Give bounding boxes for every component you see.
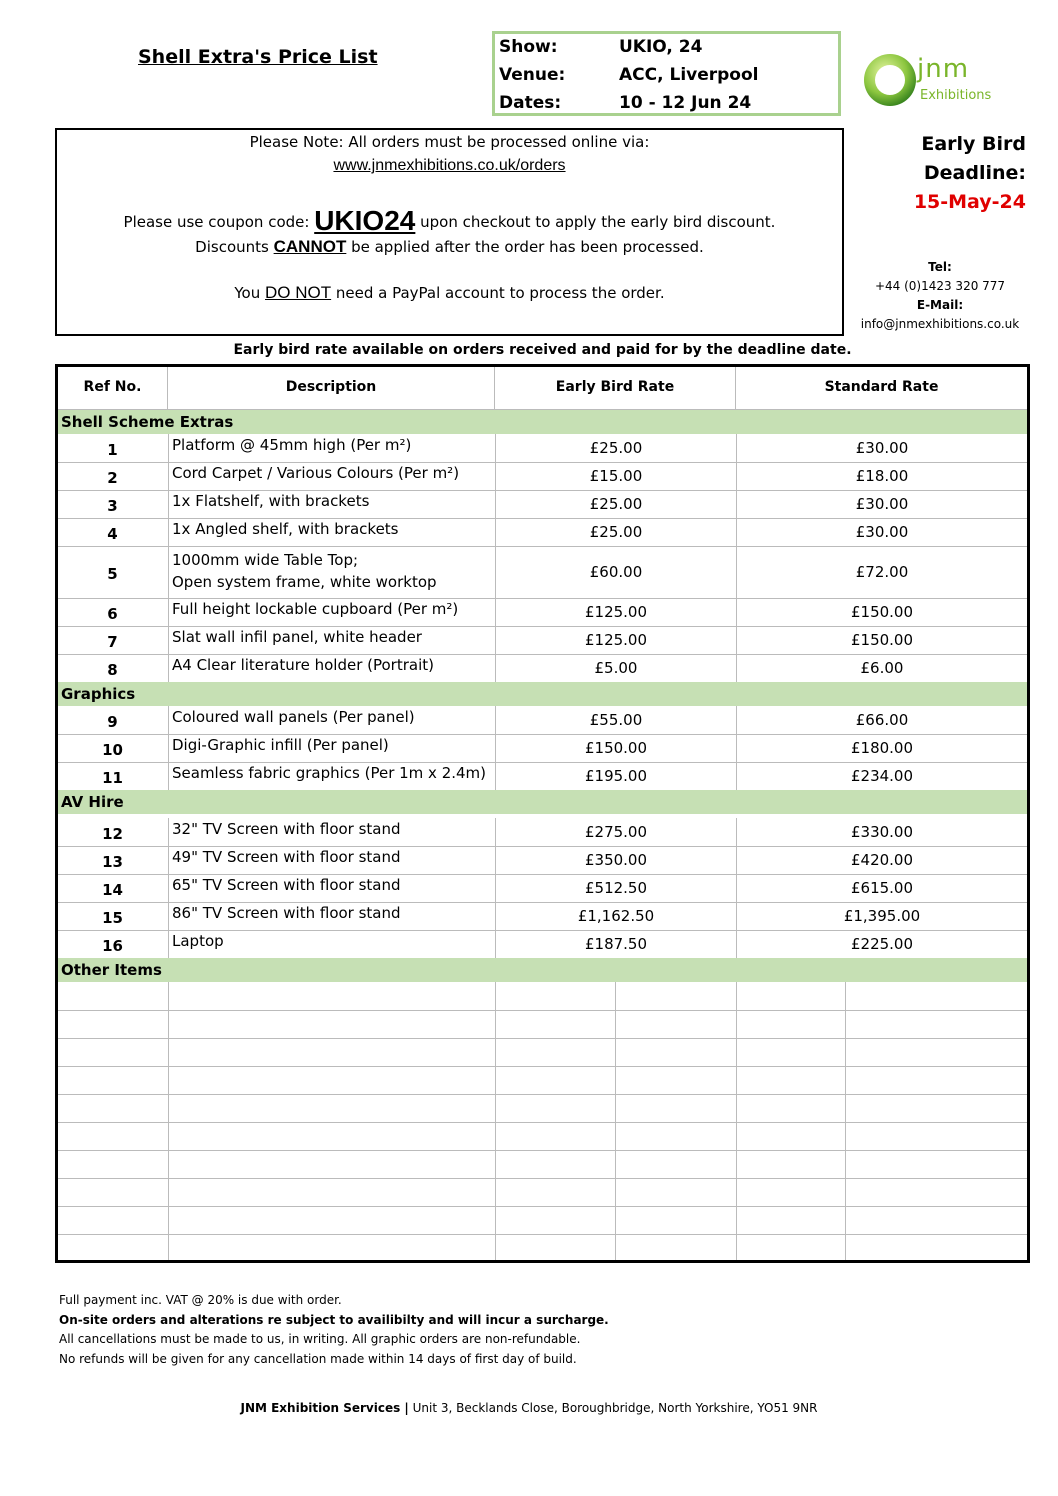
standard-price: £30.00 — [736, 518, 1027, 546]
early-bird-price: £60.00 — [495, 546, 736, 598]
terms-line: Full payment inc. VAT @ 20% is due with order. — [59, 1293, 342, 1307]
contact-info — [850, 258, 1030, 334]
empty-row — [58, 1066, 1027, 1095]
coupon-line — [57, 205, 842, 237]
section-header-graphics: Graphics — [58, 682, 1027, 706]
empty-row — [58, 1206, 1027, 1235]
table-row — [58, 546, 1027, 599]
email-label: E-Mail: — [916, 298, 964, 312]
page-title: Shell Extra's Price List — [138, 46, 378, 68]
ref-cell: 3 — [107, 497, 118, 515]
coupon-post: upon checkout to apply the early bird discount. — [415, 213, 776, 231]
paypal-donot: DO NOT — [265, 283, 332, 302]
venue-value: ACC, Liverpool — [619, 65, 759, 85]
early-bird-price: £195.00 — [495, 762, 736, 790]
email-address[interactable]: info@jnmexhibitions.co.uk — [860, 317, 1020, 331]
ref-cell: 5 — [107, 565, 118, 583]
description-text: 1x Flatshelf, with brackets — [172, 492, 370, 510]
discount-line — [57, 237, 842, 257]
ref-cell: 6 — [107, 605, 118, 623]
ref-cell: 14 — [102, 881, 123, 899]
early-bird-price: £512.50 — [495, 874, 736, 902]
table-row — [58, 490, 1027, 519]
description-text: 1x Angled shelf, with brackets — [172, 520, 399, 538]
ref-cell: 15 — [102, 909, 123, 927]
dates-label: Dates: — [499, 93, 562, 113]
ref-cell: 10 — [102, 741, 123, 759]
standard-price: £30.00 — [736, 434, 1027, 462]
early-bird-price: £15.00 — [495, 462, 736, 490]
empty-row — [58, 1122, 1027, 1151]
table-row — [58, 518, 1027, 547]
description-cell — [168, 626, 495, 654]
order-url-link[interactable]: www.jnmexhibitions.co.uk/orders — [333, 157, 566, 174]
deadline-line2: Deadline: — [923, 162, 1026, 184]
standard-price: £150.00 — [736, 598, 1027, 626]
table-row — [58, 706, 1027, 735]
ref-cell: 7 — [107, 633, 118, 651]
standard-price: £225.00 — [736, 930, 1027, 958]
section-header-shell: Shell Scheme Extras — [58, 410, 1027, 434]
ref-cell: 2 — [107, 469, 118, 487]
column-divider — [845, 982, 846, 1260]
tel-number: +44 (0)1423 320 777 — [874, 279, 1006, 293]
description-cell — [168, 490, 495, 518]
show-value: UKIO, 24 — [619, 37, 703, 57]
venue-label: Venue: — [499, 65, 566, 85]
early-bird-price: £55.00 — [495, 706, 736, 734]
header-description: Description — [168, 367, 495, 409]
description-cell — [168, 598, 495, 626]
description-cell — [168, 434, 495, 462]
table-row — [58, 598, 1027, 627]
section-header-av: AV Hire — [58, 790, 1027, 814]
tel-label: Tel: — [928, 260, 952, 274]
standard-price: £615.00 — [736, 874, 1027, 902]
ref-cell: 16 — [102, 937, 123, 955]
coupon-pre: Please use coupon code: — [123, 213, 315, 231]
description-cell — [168, 874, 495, 902]
header-standard: Standard Rate — [824, 379, 939, 395]
column-divider — [168, 982, 169, 1260]
early-bird-deadline — [870, 130, 1026, 217]
table-row — [58, 626, 1027, 655]
early-bird-price: £125.00 — [495, 598, 736, 626]
early-bird-price: £1,162.50 — [495, 902, 736, 930]
column-divider — [495, 982, 496, 1260]
description-text: Slat wall infil panel, white header — [172, 628, 422, 646]
description-text: Coloured wall panels (Per panel) — [172, 708, 415, 726]
empty-row — [58, 1094, 1027, 1123]
empty-row — [58, 982, 1027, 1011]
table-row — [58, 762, 1027, 791]
description-cell — [168, 846, 495, 874]
ring-logo-icon — [862, 52, 918, 108]
early-bird-price: £125.00 — [495, 626, 736, 654]
description-text: Full height lockable cupboard (Per m²) — [172, 600, 459, 618]
standard-price: £330.00 — [736, 818, 1027, 846]
description-cell — [168, 654, 495, 682]
coupon-code: UKIO24 — [314, 205, 416, 236]
ref-cell: 4 — [107, 525, 118, 543]
standard-price: £180.00 — [736, 734, 1027, 762]
description-text: 65" TV Screen with floor stand — [172, 876, 401, 894]
table-row — [58, 846, 1027, 875]
ref-cell: 1 — [107, 441, 118, 459]
description-cell — [168, 930, 495, 958]
paypal-line — [57, 283, 842, 303]
empty-row — [58, 1038, 1027, 1067]
description-cell — [168, 818, 495, 846]
order-url-container — [57, 156, 842, 175]
standard-price: £150.00 — [736, 626, 1027, 654]
empty-row — [58, 1178, 1027, 1207]
table-row — [58, 902, 1027, 931]
description-cell — [168, 462, 495, 490]
description-text: A4 Clear literature holder (Portrait) — [172, 656, 434, 674]
early-bird-price: £25.00 — [495, 434, 736, 462]
terms-line: No refunds will be given for any cancellation made within 14 days of first day of build. — [59, 1351, 577, 1366]
logo-wordmark: jnm — [917, 54, 970, 84]
table-row — [58, 818, 1027, 847]
ref-cell: 8 — [107, 661, 118, 679]
section-header-other: Other Items — [58, 958, 1027, 982]
table-row — [58, 654, 1027, 683]
early-bird-price: £187.50 — [495, 930, 736, 958]
description-cell — [168, 762, 495, 790]
company-address — [0, 1401, 1058, 1415]
standard-price: £30.00 — [736, 490, 1027, 518]
description-text: Laptop — [172, 932, 224, 950]
order-note-box — [55, 128, 844, 336]
show-info-box — [492, 31, 841, 116]
empty-row — [58, 1010, 1027, 1039]
paypal-pre: You — [234, 284, 266, 302]
description-cell — [168, 706, 495, 734]
standard-price: £72.00 — [736, 546, 1027, 598]
early-bird-price: £350.00 — [495, 846, 736, 874]
standard-price: £234.00 — [736, 762, 1027, 790]
description-cell — [168, 546, 495, 598]
terms-line: On-site orders and alterations re subject to availibilty and will incur a surcharge. — [59, 1312, 609, 1327]
description-text: 86" TV Screen with floor stand — [172, 904, 401, 922]
jnm-logo — [862, 50, 1022, 110]
ref-cell: 11 — [102, 769, 123, 787]
description-text: 32" TV Screen with floor stand — [172, 820, 401, 838]
logo-subtitle: Exhibitions — [920, 88, 992, 103]
deadline-line1: Early Bird — [921, 133, 1026, 155]
standard-price: £420.00 — [736, 846, 1027, 874]
header-early-bird: Early Bird Rate — [495, 367, 736, 409]
description-text: Platform @ 45mm high (Per m²) — [172, 436, 412, 454]
early-bird-price: £150.00 — [495, 734, 736, 762]
description-cell — [168, 902, 495, 930]
standard-price: £1,395.00 — [736, 902, 1027, 930]
description-text: 49" TV Screen with floor stand — [172, 848, 401, 866]
discount-cannot: CANNOT — [273, 237, 347, 256]
table-row — [58, 462, 1027, 491]
description-cell — [168, 734, 495, 762]
show-label: Show: — [499, 37, 558, 57]
table-row — [58, 734, 1027, 763]
company-name: JNM Exhibition Services | — [240, 1401, 409, 1415]
early-bird-price: £25.00 — [495, 518, 736, 546]
terms-footer — [59, 1291, 609, 1369]
early-bird-note: Early bird rate available on orders received and paid for by the deadline date. — [233, 342, 852, 358]
description-line: 1000mm wide Table Top; — [172, 551, 359, 569]
note-line1: Please Note: All orders must be processed online via: — [249, 133, 650, 151]
ref-cell: 9 — [107, 713, 118, 731]
price-table — [55, 364, 1030, 1263]
column-divider — [736, 982, 737, 1260]
early-bird-price: £25.00 — [495, 490, 736, 518]
standard-price: £66.00 — [736, 706, 1027, 734]
address-text: Unit 3, Becklands Close, Boroughbridge, North Yorkshire, YO51 9NR — [408, 1401, 818, 1415]
standard-price: £6.00 — [736, 654, 1027, 682]
description-cell — [168, 518, 495, 546]
dates-value: 10 - 12 Jun 24 — [619, 93, 752, 113]
ref-cell: 12 — [102, 825, 123, 843]
description-line: Open system frame, white worktop — [172, 573, 437, 591]
column-divider — [615, 982, 616, 1260]
table-row — [58, 434, 1027, 463]
table-row — [58, 874, 1027, 903]
header-ref: Ref No. — [58, 367, 168, 409]
table-row — [58, 930, 1027, 959]
description-text: Cord Carpet / Various Colours (Per m²) — [172, 464, 460, 482]
empty-row — [58, 1234, 1027, 1262]
deadline-date: 15-May-24 — [913, 191, 1026, 213]
early-bird-price: £275.00 — [495, 818, 736, 846]
discount-pre: Discounts — [195, 238, 274, 256]
description-text: Digi-Graphic infill (Per panel) — [172, 736, 389, 754]
ref-cell: 13 — [102, 853, 123, 871]
early-bird-price: £5.00 — [495, 654, 736, 682]
discount-post: be applied after the order has been processed. — [346, 238, 704, 256]
description-text: Seamless fabric graphics (Per 1m x 2.4m) — [172, 764, 487, 782]
standard-price: £18.00 — [736, 462, 1027, 490]
terms-line: All cancellations must be made to us, in writing. All graphic orders are non-refundable. — [59, 1332, 581, 1346]
paypal-post: need a PayPal account to process the order. — [331, 284, 665, 302]
empty-row — [58, 1150, 1027, 1179]
